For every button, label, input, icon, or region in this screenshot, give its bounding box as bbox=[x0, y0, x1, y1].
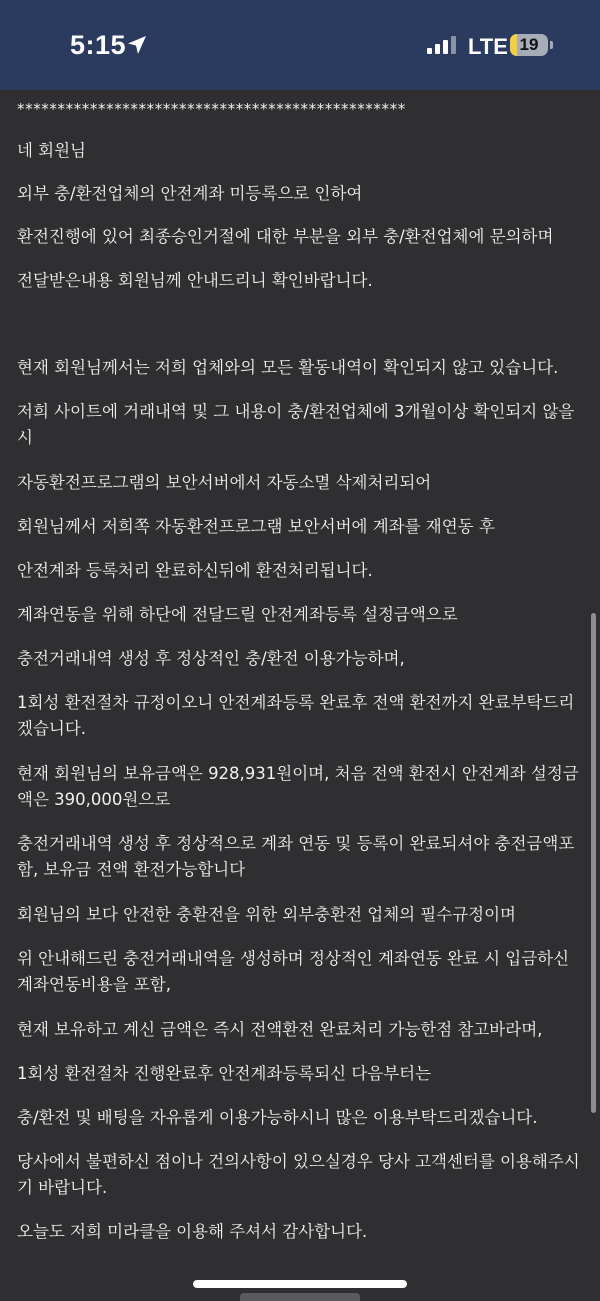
message-paragraph: 회원님의 보다 안전한 충환전을 위한 외부충환전 업체의 필수규정이며 bbox=[17, 905, 516, 924]
home-indicator-shadow bbox=[240, 1293, 360, 1301]
message-paragraph: 충전거래내역 생성 후 정상적인 충/환전 이용가능하며, bbox=[17, 649, 405, 668]
message-paragraph: 1회성 환전절차 진행완료후 안전계좌등록되신 다음부터는 bbox=[17, 1064, 432, 1083]
message-paragraph: 회원님께서 저희쪽 자동환전프로그램 보안서버에 계좌를 재연동 후 bbox=[17, 517, 495, 536]
message-paragraph: 외부 충/환전업체의 안전계좌 미등록으로 인하여 bbox=[17, 184, 363, 203]
separator-line: ************************************************ bbox=[17, 100, 406, 118]
message-paragraph: 네 회원님 bbox=[17, 141, 87, 160]
location-arrow-icon bbox=[126, 34, 148, 56]
message-paragraph: 계좌연동을 위해 하단에 전달드릴 안전계좌등록 설정금액으로 bbox=[17, 605, 458, 624]
message-paragraph: 자동환전프로그램의 보안서버에서 자동소멸 삭제처리되어 bbox=[17, 473, 432, 492]
status-bar bbox=[0, 0, 600, 90]
message-paragraph: 당사에서 불편하신 점이나 건의사항이 있으실경우 당사 고객센터를 이용해주시기 바랍니다. bbox=[17, 1152, 580, 1197]
battery-icon bbox=[510, 34, 548, 56]
message-paragraph: 충전거래내역 생성 후 정상적으로 계좌 연동 및 등록이 완료되셔야 충전금액포함, 보유금 전액 환전가능합니다 bbox=[17, 834, 575, 879]
message-paragraph: 환전진행에 있어 최종승인거절에 대한 부분을 외부 충/환전업체에 문의하며 bbox=[17, 227, 554, 246]
battery-cap bbox=[550, 41, 553, 49]
message-paragraph: 안전계좌 등록처리 완료하신뒤에 환전처리됩니다. bbox=[17, 561, 373, 580]
message-paragraph: 현재 보유하고 계신 금액은 즉시 전액환전 완료처리 가능한점 참고바라며, bbox=[17, 1020, 543, 1039]
status-time: 5:15 bbox=[70, 30, 127, 60]
battery-percentage: 19 bbox=[519, 35, 539, 54]
message-paragraph: 1회성 환전절차 규정이오니 안전계좌등록 완료후 전액 환전까지 완료부탁드리겠습니다. bbox=[17, 693, 575, 738]
scrollbar[interactable] bbox=[591, 613, 596, 1113]
message-paragraph: 충/환전 및 배팅을 자유롭게 이용가능하시니 많은 이용부탁드리겠습니다. bbox=[17, 1108, 538, 1127]
signal-strength-icon bbox=[427, 36, 461, 54]
message-paragraph: 저희 사이트에 거래내역 및 그 내용이 충/환전업체에 3개월이상 확인되지 않을시 bbox=[17, 402, 575, 447]
message-paragraph: 전달받은내용 회원님께 안내드리니 확인바랍니다. bbox=[17, 271, 373, 290]
network-type: LTE bbox=[468, 34, 508, 59]
message-paragraph: 오늘도 저희 미라클을 이용해 주셔서 감사합니다. bbox=[17, 1222, 368, 1241]
message-paragraph: 위 안내해드린 충전거래내역을 생성하며 정상적인 계좌연동 완료 시 입금하신 계좌연동비용을 포함, bbox=[17, 949, 570, 994]
home-indicator[interactable] bbox=[193, 1280, 407, 1288]
message-paragraph: 현재 회원님께서는 저희 업체와의 모든 활동내역이 확인되지 않고 있습니다. bbox=[17, 358, 559, 377]
message-paragraph: 현재 회원님의 보유금액은 928,931원이며, 처음 전액 환전시 안전계좌 설정금액은 390,000원으로 bbox=[17, 764, 579, 809]
